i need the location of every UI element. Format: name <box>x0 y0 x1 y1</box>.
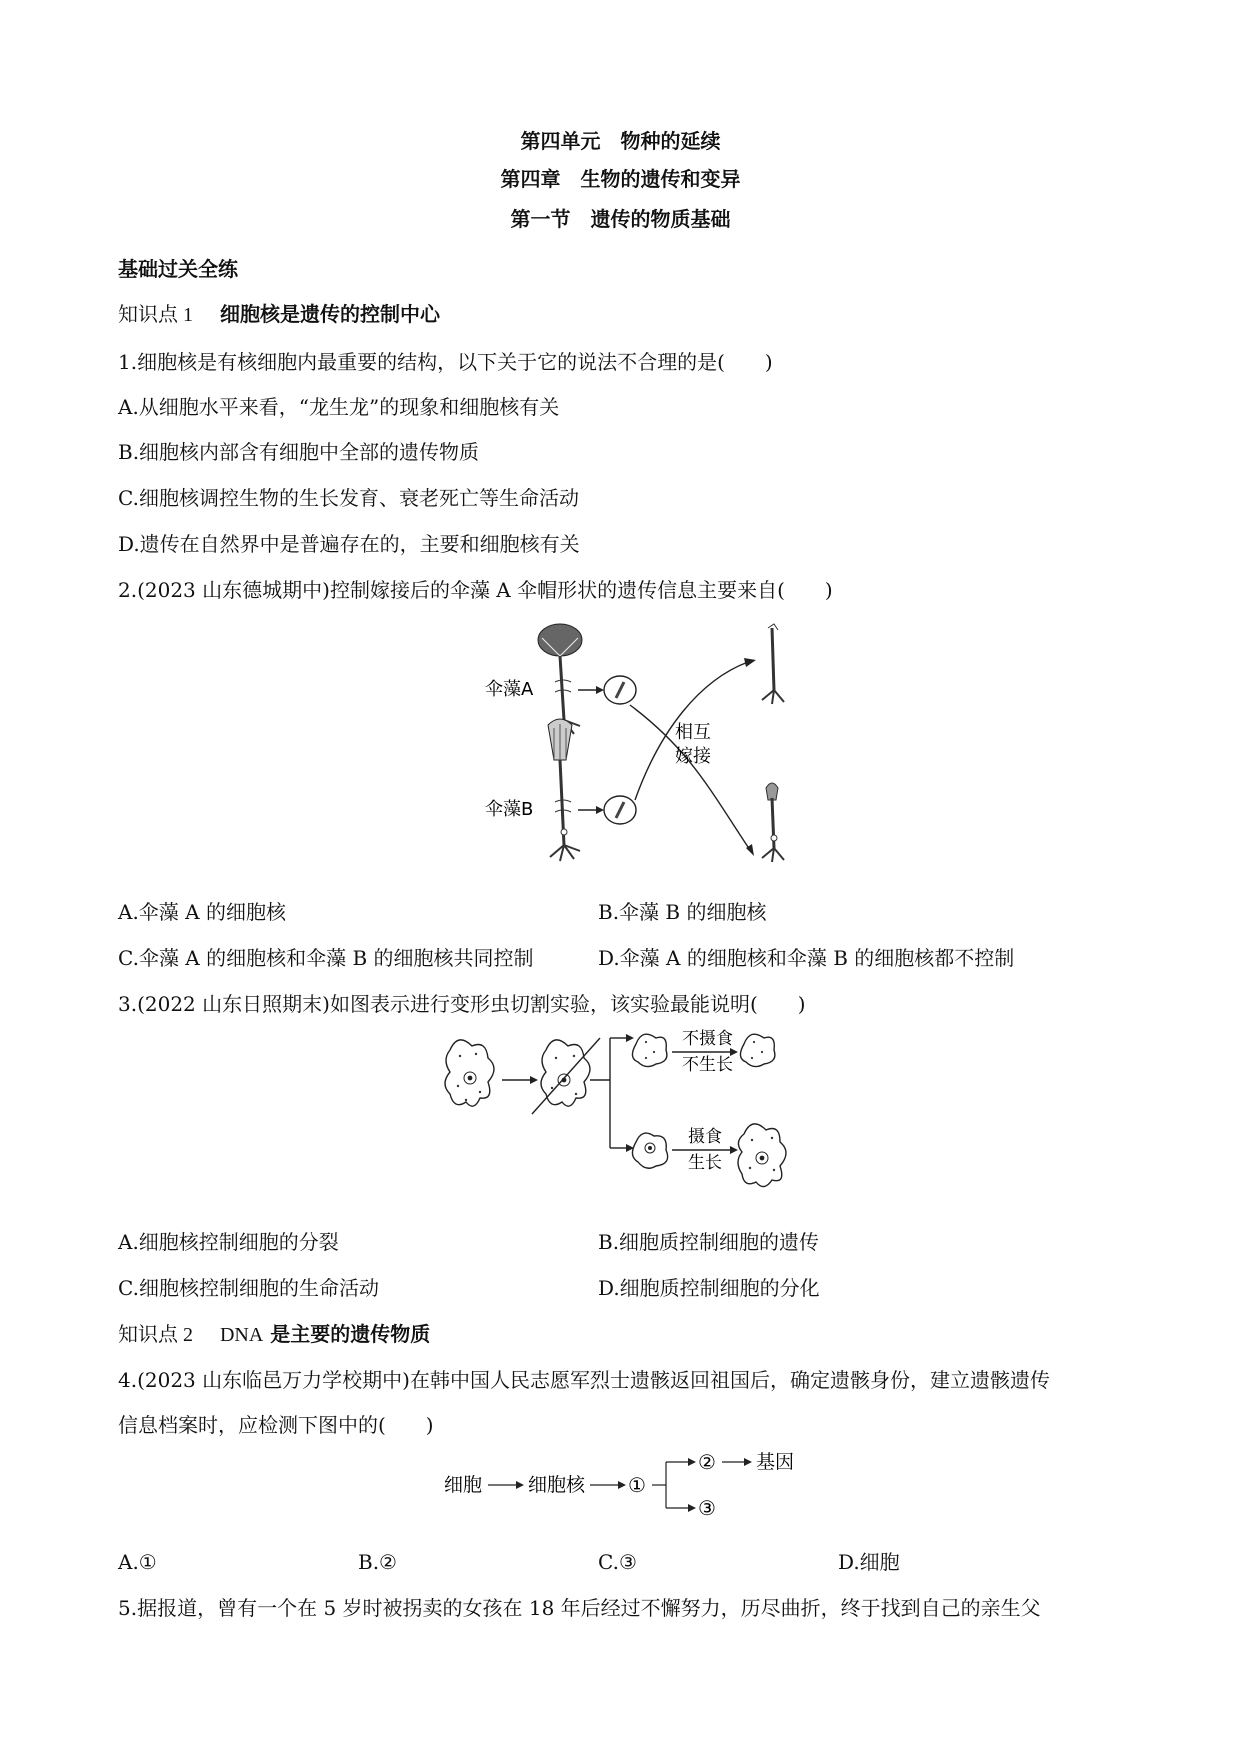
figure-label-b: 伞藻B <box>485 799 534 820</box>
q2-option-a: A.伞藻 A 的细胞核 <box>118 900 286 924</box>
result-bottom-drawing <box>762 783 784 862</box>
practice-title: 基础过关全练 <box>118 257 238 281</box>
q3-option-b: B.细胞质控制细胞的遗传 <box>598 1230 820 1254</box>
q2-stem: 2.(2023 山东德城期中)控制嫁接后的伞藻 A 伞帽形状的遗传信息主要来自( ) <box>118 578 833 602</box>
amoeba-cut-drawing <box>532 1038 600 1114</box>
amoeba-cutting-figure <box>440 1030 800 1180</box>
amoeba-regrown-drawing <box>738 1124 786 1187</box>
q3-option-a: A.细胞核控制细胞的分裂 <box>118 1230 339 1254</box>
alga-b-drawing <box>548 719 580 861</box>
q4-option-a: A.① <box>118 1550 157 1574</box>
figure-label-a: 伞藻A <box>485 679 534 700</box>
flow-node-1: ① <box>628 1473 646 1497</box>
graft-label-line1: 相互 <box>675 722 711 743</box>
flow-cell: 细胞 <box>444 1474 483 1496</box>
q4-option-b: B.② <box>358 1550 397 1574</box>
top-path-label-line2: 不生长 <box>682 1055 733 1075</box>
q1-option-b: B.细胞核内部含有细胞中全部的遗传物质 <box>118 440 480 464</box>
acetabularia-graft-figure <box>480 620 840 870</box>
q4-stem-line1: 4.(2023 山东临邑万力学校期中)在韩中国人民志愿军烈士遗骸返回祖国后，确定遗骸身份，建立遗骸遗传 <box>118 1368 1050 1392</box>
q1-option-d: D.遗传在自然界中是普遍存在的，主要和细胞核有关 <box>118 532 580 556</box>
unit-heading: 第四单元 物种的延续 <box>520 129 721 153</box>
q2-option-c: C.伞藻 A 的细胞核和伞藻 B 的细胞核共同控制 <box>118 946 534 970</box>
knowledge-point-2-dna: DNA <box>219 1324 264 1346</box>
bottom-path-label-line1: 摄食 <box>688 1127 722 1147</box>
bottom-path-label-line2: 生长 <box>688 1153 722 1173</box>
q4-option-d: D.细胞 <box>838 1550 900 1574</box>
q3-option-d: D.细胞质控制细胞的分化 <box>598 1276 820 1300</box>
q2-option-b: B.伞藻 B 的细胞核 <box>598 900 767 924</box>
section-heading: 第一节 遗传的物质基础 <box>510 207 731 231</box>
result-top-drawing <box>762 624 784 704</box>
q3-option-c: C.细胞核控制细胞的生命活动 <box>118 1276 379 1300</box>
q1-option-a: A.从细胞水平来看，“龙生龙”的现象和细胞核有关 <box>118 395 560 419</box>
amoeba-fragment-with-nucleus <box>632 1133 667 1168</box>
amoeba-fragment-no-nucleus <box>632 1034 666 1066</box>
knowledge-point-1-prefix: 知识点 1 <box>118 304 193 326</box>
amoeba-whole-drawing <box>445 1040 494 1106</box>
cell-structure-flow-figure <box>440 1448 820 1520</box>
flow-gene: 基因 <box>756 1451 795 1473</box>
knowledge-point-1-title: 细胞核是遗传的控制中心 <box>219 302 440 326</box>
chapter-heading: 第四章 生物的遗传和变异 <box>500 167 741 191</box>
q5-stem-line1: 5.据报道，曾有一个在 5 岁时被拐卖的女孩在 18 年后经过不懈努力，历尽曲折，终于找到自己的亲生父 <box>118 1596 1041 1620</box>
flow-node-3: ③ <box>698 1496 716 1520</box>
knowledge-point-2-title: 是主要的遗传物质 <box>270 1322 431 1346</box>
knowledge-point-2 <box>118 1320 430 1349</box>
knowledge-point-1 <box>118 300 440 329</box>
q2-option-d: D.伞藻 A 的细胞核和伞藻 B 的细胞核都不控制 <box>598 946 1015 970</box>
q4-stem-line2: 信息档案时，应检测下图中的( ) <box>118 1413 434 1437</box>
top-path-label-line1: 不摄食 <box>682 1029 733 1049</box>
q1-option-c: C.细胞核调控生物的生长发育、衰老死亡等生命活动 <box>118 486 579 510</box>
q1-stem: 1.细胞核是有核细胞内最重要的结构，以下关于它的说法不合理的是( ) <box>118 350 773 374</box>
graft-label-line2: 嫁接 <box>675 746 711 767</box>
knowledge-point-2-prefix: 知识点 2 <box>118 1324 193 1346</box>
q3-stem: 3.(2022 山东日照期末)如图表示进行变形虫切割实验，该实验最能说明( ) <box>118 992 806 1016</box>
amoeba-fragment-no-nucleus-result <box>740 1034 774 1066</box>
q4-option-c: C.③ <box>598 1550 637 1574</box>
flow-nucleus: 细胞核 <box>528 1474 586 1496</box>
flow-node-2: ② <box>698 1450 716 1474</box>
